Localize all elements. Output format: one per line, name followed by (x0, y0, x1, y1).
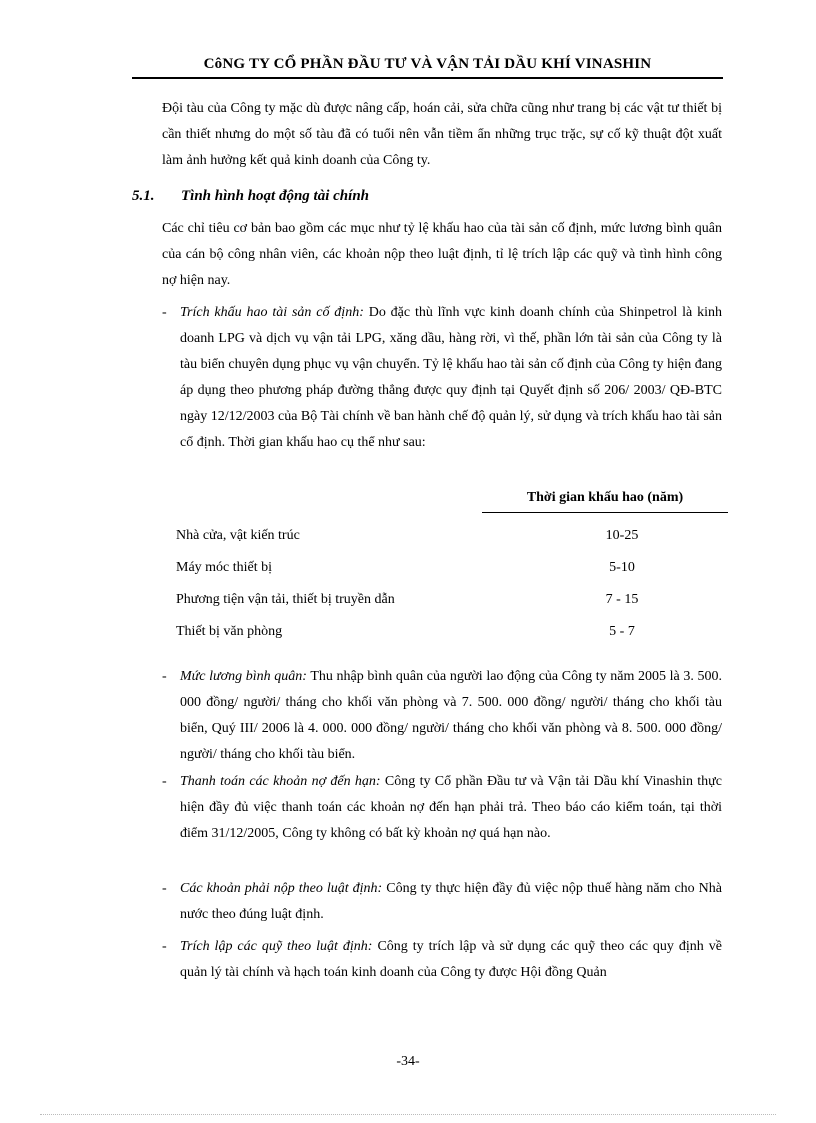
asset-name: Máy móc thiết bị (176, 560, 273, 575)
section-heading (132, 188, 369, 205)
header-divider (132, 77, 723, 79)
table-row (176, 624, 728, 648)
section-number: 5.1. (132, 188, 155, 204)
depreciation-years: 10-25 (605, 528, 639, 543)
bullet-term: Thanh toán các khoản nợ đến hạn: (180, 774, 381, 789)
bullet-term: Trích lập các quỹ theo luật định: (180, 939, 373, 954)
bullet-marker: - (162, 774, 167, 789)
bullet-debt-payment (162, 769, 722, 847)
table-row (176, 560, 728, 584)
page-number: -34- (396, 1054, 420, 1069)
depreciation-years: 5 - 7 (609, 624, 635, 639)
bullet-depreciation (162, 300, 722, 456)
section-paragraph: Các chỉ tiêu cơ bản bao gồm các mục như tỷ lệ khấu hao của tài sản cố định, mức lương bình quân của cán bộ công nhân viên, các khoản nộp theo luật định, tỉ lệ trích lập các quỹ và tình hình công nợ hiện nay. (162, 221, 722, 288)
page-bottom-border (40, 1114, 776, 1115)
bullet-text: Công ty thực hiện đầy đủ việc nộp thuế hàng năm cho Nhà nước theo đúng luật định. (180, 881, 722, 922)
bullet-fund-allocation (162, 934, 722, 986)
depreciation-table-header: Thời gian khấu hao (năm) (482, 490, 728, 513)
bullet-marker: - (162, 939, 167, 954)
asset-name: Thiết bị văn phòng (176, 624, 283, 639)
bullet-marker: - (162, 305, 167, 320)
asset-name: Phương tiện vận tải, thiết bị truyền dẫn (176, 592, 395, 607)
section-title: Tình hình hoạt động tài chính (181, 188, 369, 204)
bullet-marker: - (162, 881, 167, 896)
bullet-marker: - (162, 669, 167, 684)
bullet-term: Mức lương bình quân: (180, 669, 307, 684)
bullet-statutory-payments (162, 876, 722, 928)
bullet-term: Trích khấu hao tài sản cố định: (180, 305, 364, 320)
bullet-text: Công ty trích lập và sử dụng các quỹ theo các quy định về quản lý tài chính và hạch toán kinh doanh của Công ty được Hội đồng Quản (180, 939, 722, 980)
bullet-average-salary (162, 664, 722, 768)
asset-name: Nhà cửa, vật kiến trúc (176, 528, 300, 543)
bullet-text: Thu nhập bình quân của người lao động của Công ty năm 2005 là 3. 500. 000 đồng/ người/ tháng cho khối văn phòng và 7. 500. 000 đồng/ người/ tháng cho khối tàu biển, Quý III/ 2006 là 4. 000. 000 đồng/ người/ tháng cho khối văn phòng và 8. 500. 000 đồng/ người/ tháng cho khối tàu biển. (180, 669, 723, 762)
bullet-text: Công ty Cổ phần Đầu tư và Vận tải Dầu khí Vinashin thực hiện đầy đủ việc thanh toán các khoản nợ đến hạn phải trả. Theo báo cáo kiểm toán, tại thời điểm 31/12/2005, Công ty không có bất kỳ khoản nợ quá hạn nào. (180, 774, 722, 841)
table-row (176, 528, 728, 552)
table-row (176, 592, 728, 616)
bullet-term: Các khoản phải nộp theo luật định: (180, 881, 383, 896)
intro-paragraph: Đội tàu của Công ty mặc dù được nâng cấp, hoán cải, sửa chữa cũng như trang bị các vật tư thiết bị cần thiết nhưng do một số tàu đã có tuổi nên vẫn tiềm ẩn những trục trặc, sự cố kỹ thuật đột xuất làm ảnh hưởng kết quả kinh doanh của Công ty. (162, 101, 722, 168)
depreciation-years: 5-10 (609, 560, 635, 575)
bullet-text: Do đặc thù lĩnh vực kinh doanh chính của Shinpetrol là kinh doanh LPG và dịch vụ vận tải LPG, xăng dầu, hàng rời, vì thế, phần lớn tài sản của Công ty là tàu biển chuyên dụng phục vụ vận chuyển. Tỷ lệ khấu hao tài sản cố định của Công ty hiện đang áp dụng theo phương pháp đường thẳng được quy định tại Quyết định số 206/ 2003/ QĐ-BTC ngày 12/12/2003 của Bộ Tài chính về ban hành chế độ quản lý, sử dụng và trích khấu hao tài sản cổ định. Thời gian khấu hao cụ thể như sau: (180, 305, 722, 450)
page-header-title: CôNG TY CỔ PHẦN ĐẦU TƯ VÀ VẬN TẢI DẦU KHÍ VINASHIN (203, 56, 652, 72)
depreciation-years: 7 - 15 (605, 592, 639, 607)
